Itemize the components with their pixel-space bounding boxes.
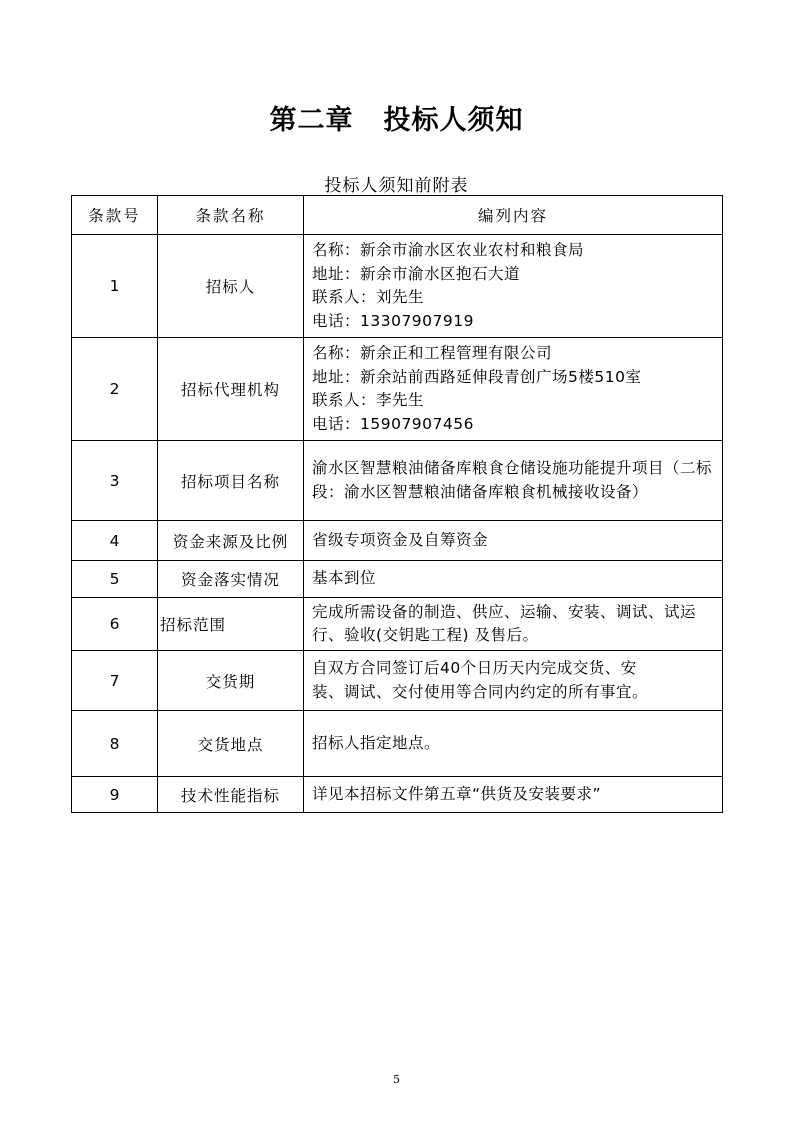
clause-number: 6: [72, 598, 158, 651]
content-line: 自双方合同签订后40个日历天内完成交货、安: [312, 659, 637, 677]
clause-name: 招标代理机构: [158, 338, 304, 441]
table-row: [72, 441, 723, 521]
clause-number: 8: [72, 711, 158, 777]
clause-number: 2: [72, 338, 158, 441]
content-line: 联系人：李先生: [312, 391, 425, 409]
chapter-title: [0, 98, 793, 137]
clause-content: [304, 235, 723, 338]
table-row: [72, 561, 723, 598]
table-row: [72, 235, 723, 338]
chapter-number: 第二章: [269, 105, 354, 136]
content-text: 招标人指定地点。: [312, 733, 441, 752]
clause-content: [304, 711, 723, 777]
content-text: 完成所需设备的制造、供应、运输、安装、调试、试运行、验收(交钥匙工程) 及售后。: [312, 602, 697, 644]
chapter-name: 投标人须知: [383, 105, 524, 136]
content-line: 联系人：刘先生: [312, 288, 425, 306]
content-line: 电话：15907907456: [312, 414, 474, 433]
clause-content: [304, 441, 723, 521]
clause-number: 1: [72, 235, 158, 338]
content-text: 基本到位: [312, 569, 377, 588]
clause-number: 7: [72, 651, 158, 711]
clause-number: 3: [72, 441, 158, 521]
clause-name: 资金落实情况: [158, 561, 304, 598]
table-row: [72, 521, 723, 561]
clause-content: [304, 561, 723, 598]
content-line: 地址：新余站前西路延伸段青创广场5楼510室: [312, 367, 642, 386]
clause-content: [304, 777, 723, 813]
content-text: 渝水区智慧粮油储备库粮食仓储设施功能提升项目（二标段：渝水区智慧粮油储备库粮食机械接收设备）: [312, 459, 713, 501]
table-header-row: [72, 196, 723, 235]
content-line: 装、调试、交付使用等合同内约定的所有事宜。: [312, 682, 649, 701]
clause-number: 9: [72, 777, 158, 813]
content-line: 地址：新余市渝水区抱石大道: [312, 264, 521, 283]
clause-name: 招标范围: [158, 598, 304, 651]
page-number: 5: [393, 1073, 400, 1086]
clause-name: 交货期: [158, 651, 304, 711]
header-content: 编列内容: [304, 196, 723, 235]
content-text: 详见本招标文件第五章“供货及安装要求”: [312, 784, 602, 803]
clause-content: [304, 338, 723, 441]
table-row: [72, 777, 723, 813]
clause-content: [304, 651, 723, 711]
bidder-instructions-table: [71, 195, 723, 813]
table-caption: 投标人须知前附表: [324, 176, 469, 196]
clause-number: 4: [72, 521, 158, 561]
clause-name: 招标项目名称: [158, 441, 304, 521]
clause-content: [304, 521, 723, 561]
table-row: [72, 651, 723, 711]
header-clause-no: 条款号: [72, 196, 158, 235]
table-row: [72, 711, 723, 777]
clause-content: [304, 598, 723, 651]
clause-name: 技术性能指标: [158, 777, 304, 813]
content-line: 名称：新余市渝水区农业农村和粮食局: [312, 241, 585, 259]
clause-name: 招标人: [158, 235, 304, 338]
clause-name: 资金来源及比例: [158, 521, 304, 561]
clause-number: 5: [72, 561, 158, 598]
content-line: 电话：13307907919: [312, 311, 474, 330]
content-text: 省级专项资金及自筹资金: [312, 530, 489, 549]
clause-name: 交货地点: [158, 711, 304, 777]
table-row: [72, 598, 723, 651]
header-clause-name: 条款名称: [158, 196, 304, 235]
table-row: [72, 338, 723, 441]
content-line: 名称：新余正和工程管理有限公司: [312, 344, 553, 362]
